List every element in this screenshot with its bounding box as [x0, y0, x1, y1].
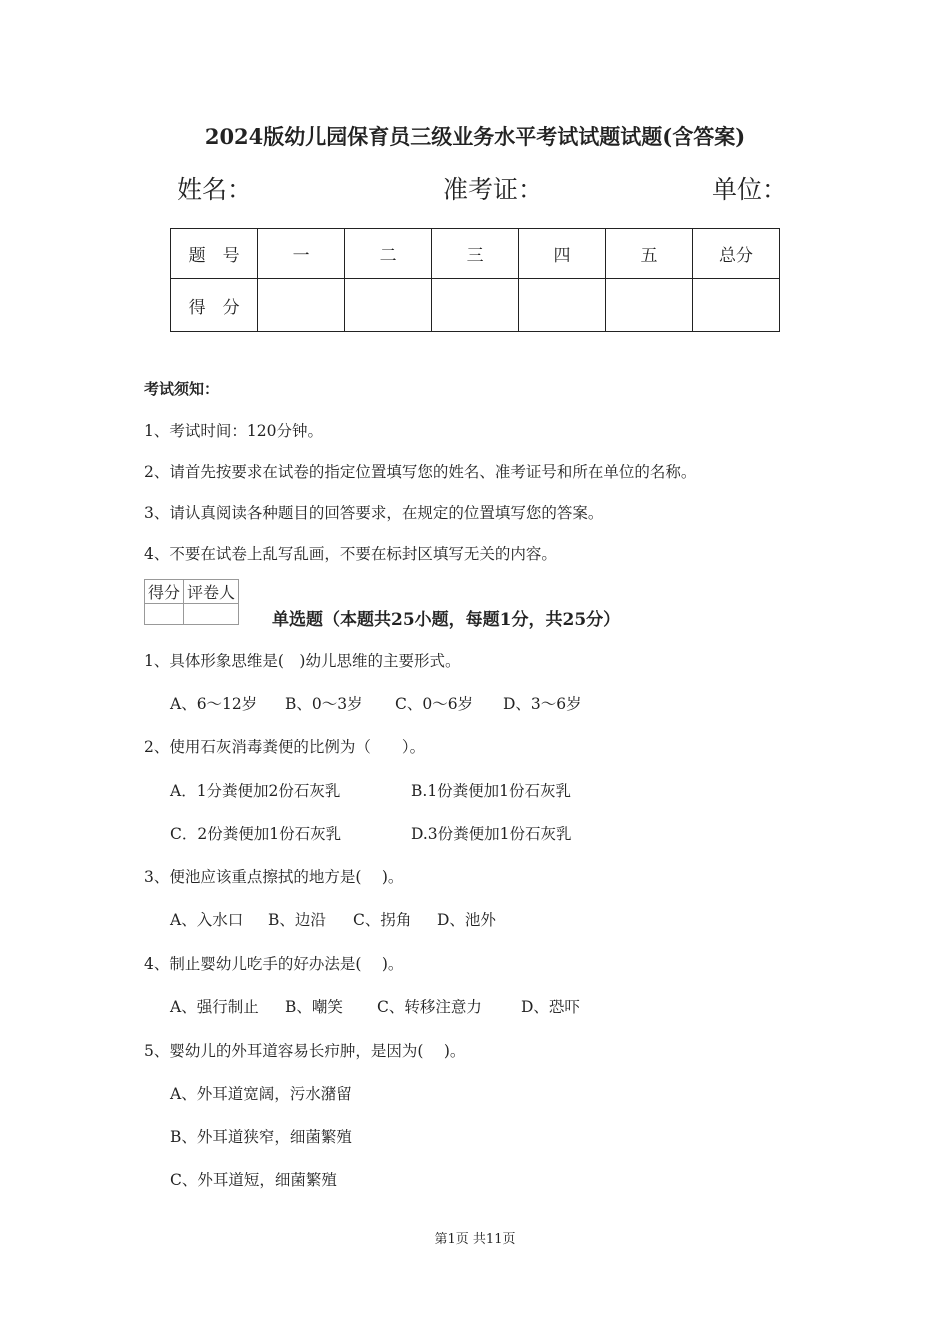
- option: A、外耳道宽阔，污水潴留: [170, 1085, 352, 1103]
- option: A、强行制止: [170, 998, 259, 1016]
- option: A．1分粪便加2份石灰乳: [170, 782, 341, 800]
- notice-item: 4、不要在试卷上乱写乱画，不要在标封区填写无关的内容。: [144, 545, 557, 563]
- grader-name-cell: [184, 604, 239, 625]
- section-title: 单选题（本题共25小题，每题1分，共25分）: [272, 610, 621, 630]
- page-footer: 第1页 共11页: [434, 1232, 516, 1247]
- grader-box: [144, 579, 239, 625]
- score-header-cell: 一: [258, 229, 345, 279]
- option: A、6～12岁: [170, 695, 258, 713]
- score-header-cell: 三: [432, 229, 519, 279]
- page-title: 2024版幼儿园保育员三级业务水平考试试题试题(含答案): [204, 124, 746, 149]
- option: D、恐吓: [521, 998, 580, 1016]
- option: B、0～3岁: [285, 695, 363, 713]
- option: D、3～6岁: [503, 695, 582, 713]
- question-text: 5、婴幼儿的外耳道容易长疖肿，是因为( )。: [144, 1042, 466, 1060]
- option: D.3份粪便加1份石灰乳: [411, 825, 572, 843]
- option: B、边沿: [268, 911, 326, 929]
- question-text: 2、使用石灰消毒粪便的比例为（ ）。: [144, 738, 426, 756]
- notice-item: 2、请首先按要求在试卷的指定位置填写您的姓名、准考证号和所在单位的名称。: [144, 463, 697, 481]
- option: D、池外: [437, 911, 496, 929]
- option: C．2份粪便加1份石灰乳: [170, 825, 342, 843]
- question-text: 1、具体形象思维是( )幼儿思维的主要形式。: [144, 652, 461, 670]
- score-cell: [606, 279, 693, 332]
- score-cell: [692, 279, 779, 332]
- score-table-header-row: [171, 229, 780, 279]
- option: B、嘲笑: [285, 998, 343, 1016]
- notice-heading: 考试须知：: [144, 380, 220, 398]
- option: B.1份粪便加1份石灰乳: [411, 782, 572, 800]
- unit-field-label: 单位：: [712, 175, 788, 204]
- option: C、转移注意力: [377, 998, 482, 1016]
- score-table: [170, 228, 780, 332]
- option: B、外耳道狭窄，细菌繁殖: [170, 1128, 352, 1146]
- option: C、0～6岁: [395, 695, 474, 713]
- option: A、入水口: [170, 911, 244, 929]
- question-text: 3、便池应该重点擦拭的地方是( )。: [144, 868, 404, 886]
- grader-name-label: 评卷人: [184, 580, 239, 604]
- score-cell: [432, 279, 519, 332]
- notice-item: 1、考试时间：120分钟。: [144, 422, 323, 440]
- score-header-cell: 题 号: [171, 229, 258, 279]
- grader-score-label: 得分: [145, 580, 184, 604]
- name-field-label: 姓名：: [177, 175, 253, 204]
- score-row-label: 得 分: [171, 279, 258, 332]
- score-cell: [345, 279, 432, 332]
- notice-item: 3、请认真阅读各种题目的回答要求，在规定的位置填写您的答案。: [144, 504, 604, 522]
- score-table-score-row: [171, 279, 780, 332]
- option: C、拐角: [353, 911, 412, 929]
- score-header-cell: 二: [345, 229, 432, 279]
- score-header-cell: 总分: [692, 229, 779, 279]
- grader-score-cell: [145, 604, 184, 625]
- score-cell: [258, 279, 345, 332]
- question-text: 4、制止婴幼儿吃手的好办法是( )。: [144, 955, 404, 973]
- score-header-cell: 四: [519, 229, 606, 279]
- score-header-cell: 五: [606, 229, 693, 279]
- option: C、外耳道短，细菌繁殖: [170, 1171, 337, 1189]
- exam-id-field-label: 准考证：: [443, 175, 544, 204]
- score-cell: [519, 279, 606, 332]
